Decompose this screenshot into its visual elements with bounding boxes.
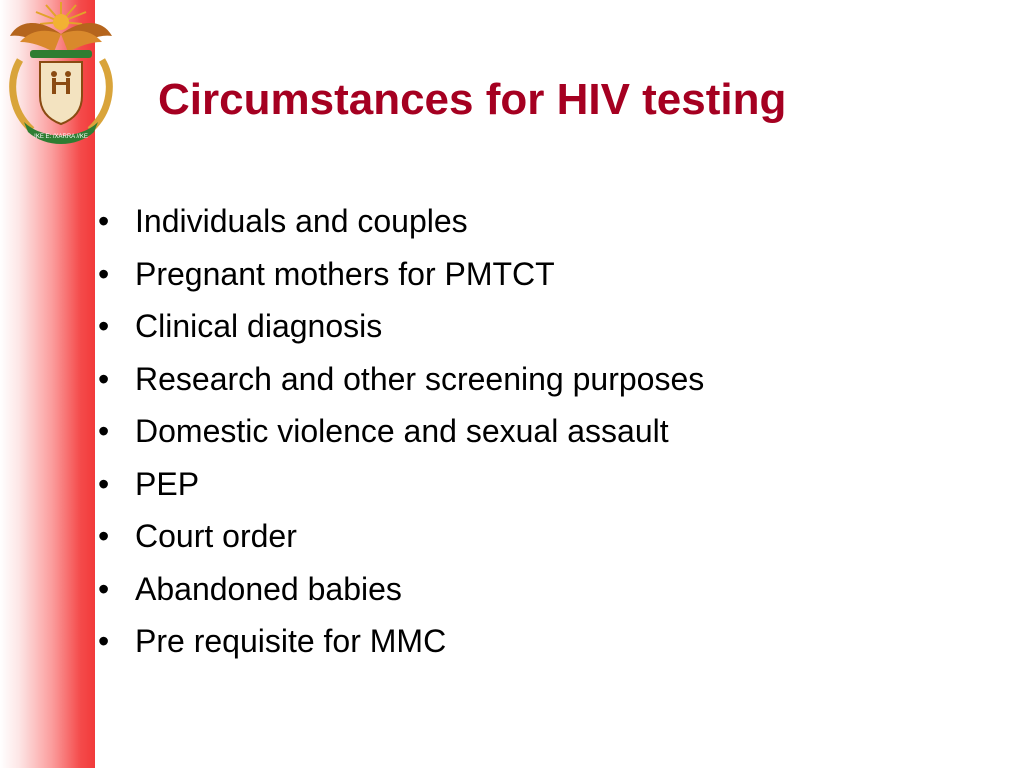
bullet-icon: • xyxy=(98,623,110,659)
bullet-list xyxy=(98,195,704,668)
motto-text: !KE E: /XARRA //KE xyxy=(34,134,88,140)
bullet-text: Domestic violence and sexual assault xyxy=(135,413,669,449)
bullet-icon: • xyxy=(98,308,110,344)
bullet-text: Court order xyxy=(135,518,297,554)
slide-title: Circumstances for HIV testing xyxy=(158,75,787,124)
bullet-text: PEP xyxy=(135,465,200,502)
bullet-text: Clinical diagnosis xyxy=(135,308,383,344)
bullet-icon: • xyxy=(98,203,110,239)
bullet-item-individuals xyxy=(98,195,704,248)
bullet-item-pep xyxy=(98,458,704,511)
bullet-text: Pregnant mothers for PMTCT xyxy=(135,255,555,292)
bullet-icon: • xyxy=(98,518,110,554)
bullet-text: Pre requisite for MMC xyxy=(135,623,447,659)
bullet-text: Abandoned babies xyxy=(135,570,402,607)
bullet-icon: • xyxy=(98,465,110,502)
bullet-item-clinical-diagnosis xyxy=(98,300,704,353)
bullet-text: Research and other screening purposes xyxy=(135,360,705,397)
bullet-icon: • xyxy=(98,570,110,607)
coat-of-arms-icon xyxy=(2,0,120,150)
bullet-icon: • xyxy=(98,360,110,397)
bullet-item-pregnant-mothers xyxy=(98,248,704,301)
bullet-item-court-order xyxy=(98,510,704,563)
bullet-item-mmc xyxy=(98,615,704,668)
bullet-item-research xyxy=(98,353,704,406)
bullet-icon: • xyxy=(98,413,110,449)
bullet-text: Individuals and couples xyxy=(135,203,468,239)
bullet-item-abandoned-babies xyxy=(98,563,704,616)
bullet-icon: • xyxy=(98,255,110,292)
bullet-item-domestic-violence xyxy=(98,405,704,458)
